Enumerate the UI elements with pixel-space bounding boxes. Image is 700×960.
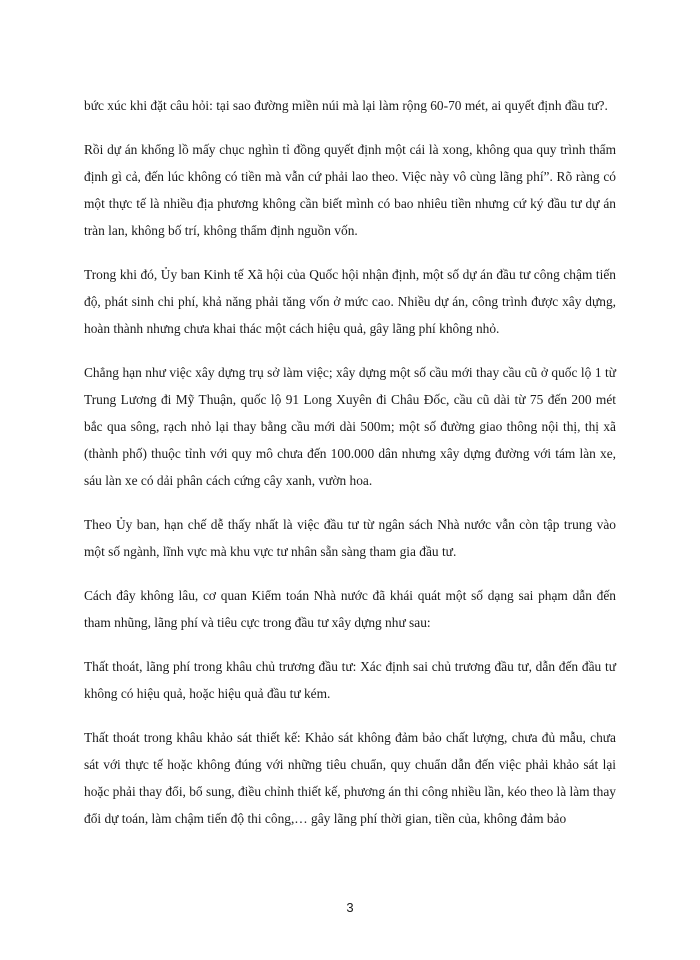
page-number: 3 [346,900,354,915]
paragraph-1: bức xúc khi đặt câu hỏi: tại sao đường miền núi mà lại làm rộng 60-70 mét, ai quyết định đầu tư?. [84,98,608,113]
paragraph-7: Thất thoát, lãng phí trong khâu chủ trương đầu tư: Xác định sai chủ trương đầu tư, dẫn đến đầu tư không có hiệu quả, hoặc hiệu quả đầu tư kém. [84,659,616,701]
paragraph-4: Chẳng hạn như việc xây dựng trụ sở làm việc; xây dựng một số cầu mới thay cầu cũ ở quốc lộ 1 từ Trung Lương đi Mỹ Thuận, quốc lộ 91 Long Xuyên đi Châu Đốc, cầu cũ dài từ 75 đến 200 mét bắc qua sông, rạch nhỏ lại thay bằng cầu mới dài 500m; một số đường giao thông nội thị, thị xã (thành phố) thuộc tỉnh với quy mô chưa đến 100.000 dân nhưng xây dựng đường với tám làn xe, sáu làn xe có dải phân cách cứng cây xanh, vườn hoa. [84,365,616,488]
paragraph-5: Theo Ủy ban, hạn chế dễ thấy nhất là việc đầu tư từ ngân sách Nhà nước vẫn còn tập trung vào một số ngành, lĩnh vực mà khu vực tư nhân sẵn sàng tham gia đầu tư. [84,517,616,559]
paragraph-6: Cách đây không lâu, cơ quan Kiểm toán Nhà nước đã khái quát một số dạng sai phạm dẫn đến tham nhũng, lãng phí và tiêu cực trong đầu tư xây dựng như sau: [84,588,616,630]
paragraph-2: Rồi dự án khổng lồ mấy chục nghìn tỉ đồng quyết định một cái là xong, không qua quy trình thẩm định gì cả, đến lúc không có tiền mà vẫn cứ phải lao theo. Việc này vô cùng lãng phí”. Rõ ràng có một thực tế là nhiều địa phương không cần biết mình có bao nhiêu tiền nhưng cứ ký đầu tư dự án tràn lan, không bố trí, không thẩm định nguồn vốn. [84,142,616,238]
paragraph-3: Trong khi đó, Ủy ban Kinh tế Xã hội của Quốc hội nhận định, một số dự án đầu tư công chậm tiến độ, phát sinh chi phí, khả năng phải tăng vốn ở mức cao. Nhiều dự án, công trình được xây dựng, hoàn thành nhưng chưa khai thác một cách hiệu quả, gây lãng phí không nhỏ. [84,267,616,336]
document-body [84,92,616,849]
paragraph-8: Thất thoát trong khâu khảo sát thiết kế: Khảo sát không đảm bảo chất lượng, chưa đủ mẫu, chưa sát với thực tế hoặc không đúng với những tiêu chuẩn, quy chuẩn dẫn đến việc phải khảo sát lại hoặc phải thay đổi, bổ sung, điều chỉnh thiết kế, phương án thi công nhiều lần, kéo theo là làm thay đổi dự toán, làm chậm tiến độ thi công,… gây lãng phí thời gian, tiền của, không đảm bảo [84,730,616,826]
